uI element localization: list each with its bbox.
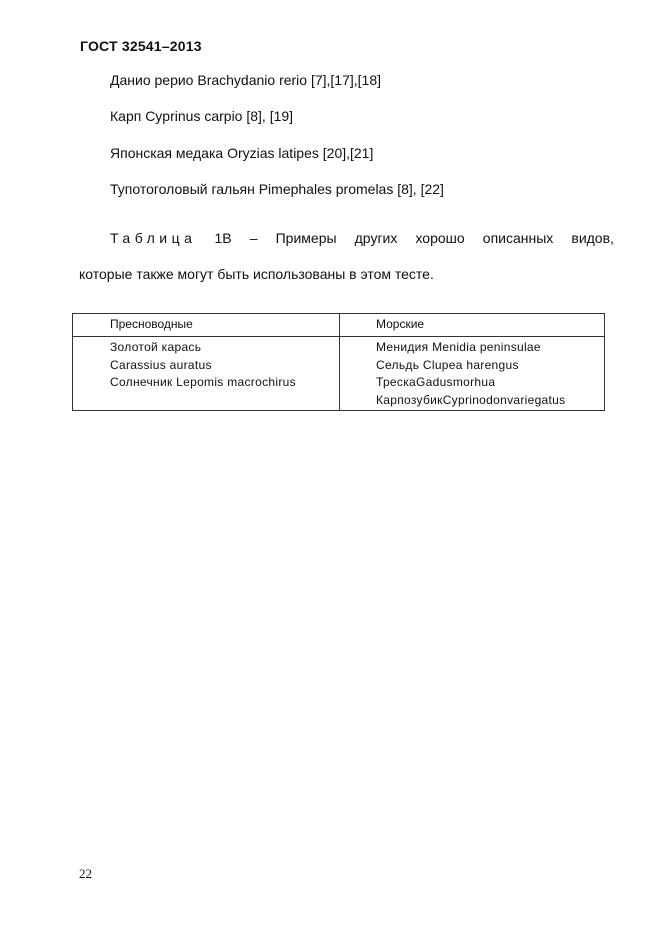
freshwater-species: Carassius auratus (110, 357, 212, 372)
marine-species: КарпозубикCyprinodonvariegatus (376, 392, 566, 407)
caption-dash: – (249, 230, 258, 246)
table-header-row (73, 314, 605, 337)
caption-word: видов, (571, 230, 614, 246)
caption-word: других (354, 230, 398, 246)
table-row (73, 337, 605, 411)
marine-species: ТрескаGadusmorhua (376, 375, 496, 389)
species-table (72, 313, 605, 411)
caption-word: Примеры (275, 230, 337, 246)
freshwater-cell (73, 337, 340, 411)
header-marine: Морские (340, 314, 605, 337)
table-caption-continuation: которые также могут быть использованы в этом тесте. (79, 266, 434, 282)
species-item-medaka: Японская медака Oryzias latipes [20],[21] (110, 145, 374, 161)
species-item-fathead-minnow: Тупотоголовый гальян Pimephales promelas [8], [22] (110, 181, 444, 197)
caption-word: хорошо (415, 230, 465, 246)
species-item-zebrafish: Данио рерио Brachydanio rerio [7],[17],[18] (110, 72, 382, 88)
document-code: ГОСТ 32541–2013 (80, 38, 202, 54)
marine-species: Сельдь Clupea harengus (376, 357, 519, 372)
freshwater-species: Золотой карась (110, 340, 202, 354)
marine-species: Менидия Menidia peninsulae (376, 340, 541, 354)
caption-label: Таблица (110, 230, 197, 246)
table-caption (110, 230, 614, 246)
header-freshwater: Пресноводные (73, 314, 340, 337)
caption-word: описанных (482, 230, 554, 246)
freshwater-species: Солнечник Lepomis macrochirus (110, 375, 296, 389)
marine-cell (340, 337, 605, 411)
caption-number: 1B (214, 230, 232, 246)
species-item-carp: Карп Cyprinus carpio [8], [19] (110, 108, 294, 124)
page-number: 22 (79, 866, 92, 881)
